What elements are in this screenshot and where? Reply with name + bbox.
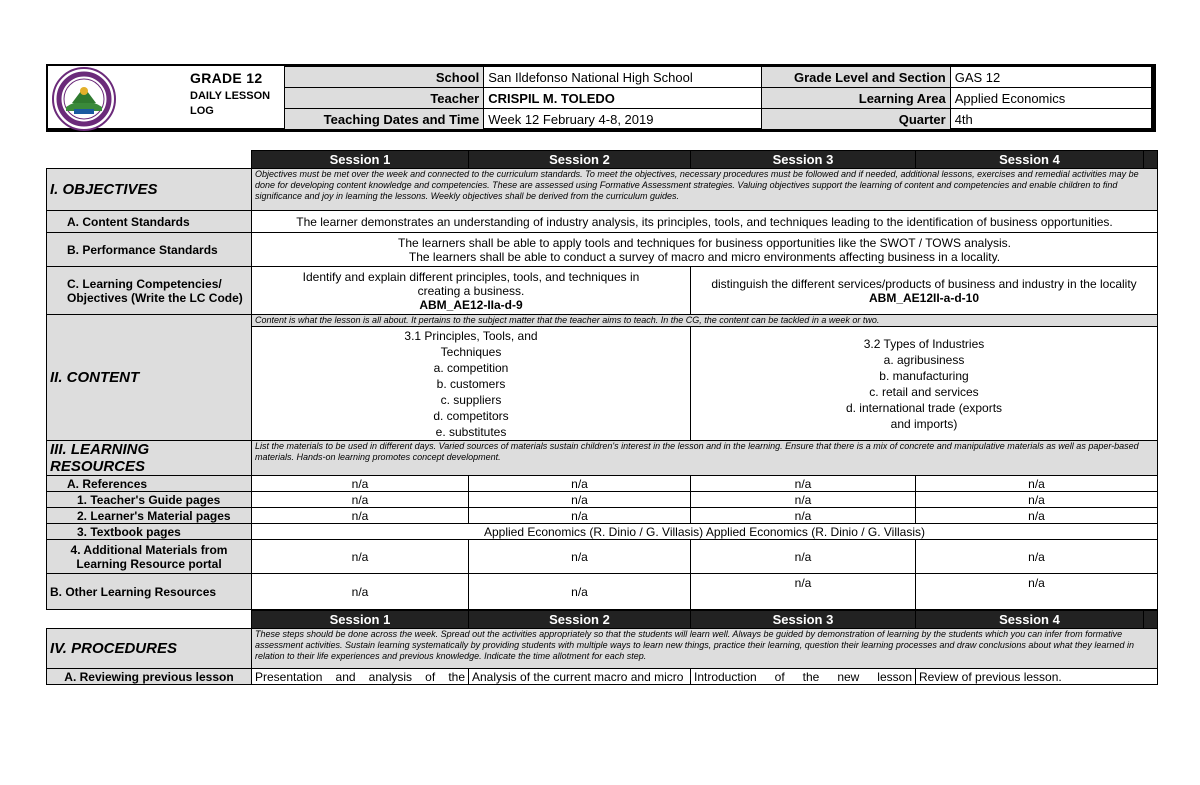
- content-title: II. CONTENT: [47, 315, 252, 441]
- references-label: A. References: [47, 476, 252, 492]
- performance-standards-label: B. Performance Standards: [47, 233, 252, 267]
- competency-2-code: ABM_AE12II-a-d-10: [868, 290, 980, 305]
- content-note: Content is what the lesson is all about. It pertains to the subject matter that the teacher aims to teach. In the CG, the content can be tackled in a week or two.: [252, 315, 1158, 327]
- additional-materials-row: 4. Additional Materials from Learning Resource portal n/a n/a n/a n/a: [47, 540, 1158, 574]
- teachers-guide-label: 1. Teacher's Guide pages: [47, 492, 252, 508]
- competency-2: [691, 267, 1158, 315]
- learning-area-label: Learning Area: [762, 88, 950, 109]
- teacher-label: Teacher: [285, 88, 484, 109]
- school-value: San Ildefonso National High School: [484, 67, 762, 88]
- competencies-row: [47, 267, 1158, 315]
- learning-area-value: Applied Economics: [950, 88, 1151, 109]
- other-resources-label: B. Other Learning Resources: [47, 574, 252, 610]
- header-info-table: [284, 66, 1152, 130]
- content-standards-label: A. Content Standards: [47, 211, 252, 233]
- textbook-value: Applied Economics (R. Dinio / G. Villasis) Applied Economics (R. Dinio / G. Villasis): [252, 524, 1158, 540]
- reviewing-label: A. Reviewing previous lesson: [47, 669, 252, 685]
- grade-section-label: Grade Level and Section: [762, 67, 950, 88]
- proc-session-4-header: Session 4: [916, 611, 1144, 629]
- reviewing-session-1: Presentation and analysis of the: [252, 669, 469, 685]
- teachers-guide-row: 1. Teacher's Guide pages n/a n/a n/a n/a: [47, 492, 1158, 508]
- procedures-session-header-row: [47, 611, 1158, 629]
- session-header-row: [47, 151, 1158, 169]
- school-label: School: [285, 67, 484, 88]
- additional-materials-label: 4. Additional Materials from Learning Resource portal: [47, 540, 252, 574]
- performance-standard-2: The learners shall be able to conduct a survey of macro and micro environments affecting business in a locality.: [408, 249, 1001, 264]
- other-resources-row: B. Other Learning Resources n/a n/a n/a n/a: [47, 574, 1158, 610]
- reviewing-session-3: Introduction of the new lesson: [691, 669, 916, 685]
- performance-standard-1: The learners shall be able to apply tools and techniques for business opportunities like the SWOT / TOWS analysis.: [398, 235, 1011, 250]
- objectives-title: I. OBJECTIVES: [47, 169, 252, 211]
- textbook-label: 3. Textbook pages: [47, 524, 252, 540]
- performance-standards-row: [47, 233, 1158, 267]
- competency-1: [252, 267, 691, 315]
- content-standards-row: [47, 211, 1158, 233]
- session-1-header: Session 1: [252, 151, 469, 169]
- lesson-log-table: [46, 150, 1158, 610]
- procedures-title: IV. PROCEDURES: [47, 629, 252, 669]
- resources-note: List the materials to be used in different days. Varied sources of materials sustain children's interest in the lesson and in the learning. Ensure that there is a mix of concrete and manipulative materials as well as paper-based materials. Hands-on learning promotes concept development.: [252, 441, 1158, 476]
- competency-1-code: ABM_AE12-IIa-d-9: [419, 297, 523, 312]
- quarter-value: 4th: [950, 109, 1151, 130]
- content-left: 3.1 Principles, Tools, and Techniques a. competition b. customers c. suppliers d. competitors e. substitutes: [252, 327, 691, 441]
- form-title: [190, 70, 280, 119]
- content-standards-value: The learner demonstrates an understanding of industry analysis, its principles, tools, and techniques leading to the identification of business opportunities.: [252, 211, 1158, 233]
- reviewing-row: [47, 669, 1158, 685]
- dates-value: Week 12 February 4-8, 2019: [484, 109, 762, 130]
- reviewing-session-2: Analysis of the current macro and micro: [469, 669, 691, 685]
- procedures-note: These steps should be done across the week. Spread out the activities appropriately so that the students will learn well. Always be guided by demonstration of learning by the students which you can infer from formative assessment activities. Sustain learning systematically by providing students with multiple ways to learn new things, practice their learning, question their learning processes and draw conclusions about what they learned in relation to their life experiences and previous knowledge. Indicate the time allotment for each step.: [252, 629, 1158, 669]
- competency-1-text: Identify and explain different principles, tools, and techniques in creating a business.: [302, 269, 640, 298]
- teacher-value: CRISPIL M. TOLEDO: [484, 88, 762, 109]
- proc-session-2-header: Session 2: [469, 611, 691, 629]
- competency-2-text: distinguish the different services/products of business and industry in the locality: [711, 276, 1137, 291]
- resources-row: [47, 441, 1158, 476]
- content-right: 3.2 Types of Industries a. agribusiness b. manufacturing c. retail and services d. international trade (exports and imports): [691, 327, 1158, 441]
- resources-title: III. LEARNING RESOURCES: [47, 441, 252, 476]
- session-2-header: Session 2: [469, 151, 691, 169]
- references-row: A. References n/a n/a n/a n/a: [47, 476, 1158, 492]
- proc-session-3-header: Session 3: [691, 611, 916, 629]
- performance-standards-value: [252, 233, 1158, 267]
- proc-session-1-header: Session 1: [252, 611, 469, 629]
- objectives-row: [47, 169, 1158, 211]
- lesson-log-header: [46, 64, 1156, 132]
- log-type-title: DAILY LESSON LOG: [190, 90, 271, 117]
- procedures-row: [47, 629, 1158, 669]
- competencies-label: C. Learning Competencies/ Objectives (Write the LC Code): [47, 267, 252, 315]
- procedures-table: [46, 610, 1158, 685]
- content-note-row: [47, 315, 1158, 327]
- quarter-label: Quarter: [762, 109, 950, 130]
- learners-material-row: 2. Learner's Material pages n/a n/a n/a n/a: [47, 508, 1158, 524]
- objectives-note: Objectives must be met over the week and connected to the curriculum standards. To meet the objectives, necessary procedures must be followed and if needed, additional lessons, exercises and remedial activities may be done for developing content knowledge and competencies. These are assessed using Formative Assessment strategies. Valuing objectives support the learning of content and competencies and enable children to find significance and joy in learning the lessons. Weekly objectives shall be derived from the curriculum guides.: [252, 169, 1158, 211]
- grade-title: GRADE 12: [190, 70, 263, 86]
- learners-material-label: 2. Learner's Material pages: [47, 508, 252, 524]
- textbook-row: [47, 524, 1158, 540]
- session-4-header: Session 4: [916, 151, 1144, 169]
- grade-section-value: GAS 12: [950, 67, 1151, 88]
- school-seal-logo: [52, 67, 116, 131]
- dates-label: Teaching Dates and Time: [285, 109, 484, 130]
- reviewing-session-4: Review of previous lesson.: [916, 669, 1158, 685]
- session-3-header: Session 3: [691, 151, 916, 169]
